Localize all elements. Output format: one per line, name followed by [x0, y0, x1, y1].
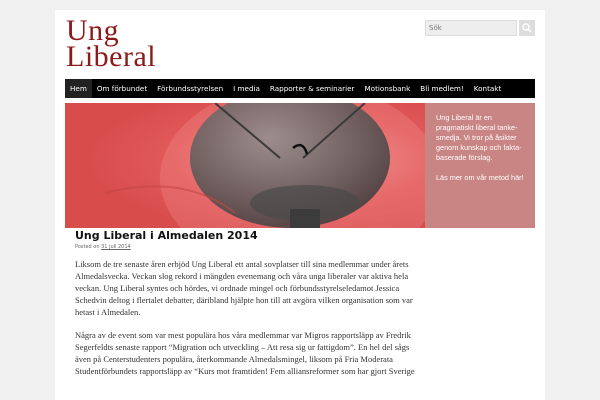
- post-content: [75, 258, 415, 388]
- logo-line-2: Liberal: [66, 40, 157, 73]
- logo-line-1: Ung: [66, 14, 120, 47]
- nav-item-hem[interactable]: Hem: [65, 79, 92, 98]
- posted-on-label: Posted on: [75, 244, 100, 250]
- sidebar-about-box: [425, 103, 535, 228]
- search-input[interactable]: [425, 20, 517, 36]
- page-container: [55, 10, 545, 400]
- lightbulb-illustration: [65, 103, 425, 228]
- site-logo[interactable]: [66, 14, 157, 73]
- nav-item-forbundsstyrelsen[interactable]: Förbundsstyrelsen: [157, 84, 224, 93]
- nav-item-bli-medlem[interactable]: Bli medlem!: [420, 84, 464, 93]
- search-button[interactable]: [519, 20, 535, 36]
- post-meta: [75, 244, 131, 250]
- search-form: [425, 20, 535, 36]
- nav-item-motionsbank[interactable]: Motionsbank: [364, 84, 411, 93]
- nav-item-kontakt[interactable]: Kontakt: [473, 84, 502, 93]
- main-navigation: [65, 79, 535, 98]
- sidebar-about-link[interactable]: Läs mer om vår metod här!: [436, 173, 524, 182]
- nav-item-om-forbundet[interactable]: Om förbundet: [96, 84, 148, 93]
- sidebar-about-text: Ung Liberal är en pragmatiskt liberal tanke-smedja. Vi tror på åsikter genom kunskap och fakta-baserade förslag.: [436, 113, 522, 162]
- post-paragraph-1: Liksom de tre senaste åren erbjöd Ung Liberal ett antal sovplatser till sina medlemmar under årets Almedalsvecka. Veckan slog rekord i mängden evenemang och våra unga liberaler var aktiva hela veckan. Ung Liberal syntes och hördes, vi ordnade mingel och förbundsstyrelseledamot Jessica Schedvin deltog i flertalet debatter, däribland hjälpte hon till att avgöra vilken organisation som var hetast i Almedalen.: [75, 259, 413, 317]
- post-date-link[interactable]: 31 juli 2014: [101, 244, 131, 250]
- post-title[interactable]: Ung Liberal i Almedalen 2014: [75, 229, 258, 242]
- nav-item-rapporter-seminarier[interactable]: Rapporter & seminarier: [269, 84, 355, 93]
- hero-lightbulb-image: [65, 103, 425, 228]
- post-paragraph-2: Några av de event som var mest populära hos våra medlemmar var Migros rapportsläpp av Fredrik Segerfeldts senaste rapport “Migration och utveckling – Att resa sig ur fattigdom”. En hel del sågs även på Centerstudenters populära, återkommande Almedalsmingel, liksom på Fria Moderata Studentförbundets rapportsläpp av “Kurs mot framtiden! Fem alliansreformer som har gjort Sverige: [75, 330, 415, 376]
- search-icon: [522, 23, 532, 33]
- nav-item-i-media[interactable]: I media: [233, 84, 260, 93]
